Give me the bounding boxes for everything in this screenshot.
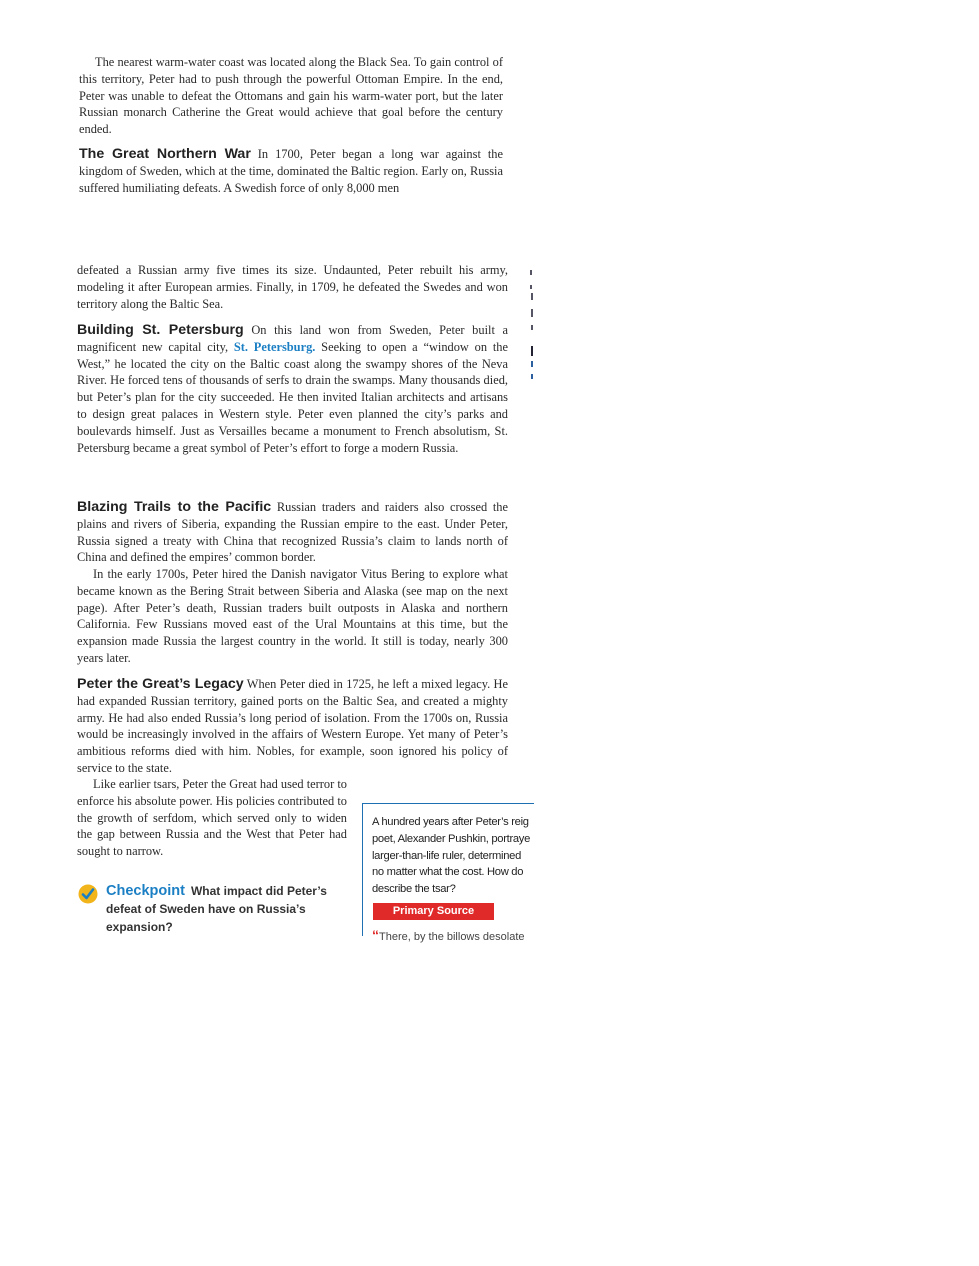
heading-great-northern-war: The Great Northern War — [79, 146, 251, 162]
paragraph-terror: Like earlier tsars, Peter the Great had used terror to enforce his absolute power. His policies contributed to the growth of serfdom, which served only to widen the gap between Russia and the West that Peter had sought to narrow. — [77, 777, 347, 859]
primary-source-label: Primary Source — [373, 903, 494, 920]
sidebar-line: no matter what the cost. How do — [372, 866, 524, 879]
st-petersburg-text-post: Seeking to open a “window on the West,” he located the city on the Baltic coast along the swampy shores of the Neva River. He forced tens of thousands of serfs to drain the swamps. Many thousands died, but Peter’s plan for the city succeeded. He then invited Italian architects and artisans to design great palaces in Western style. Peter even planned the city’s parks and boulevards himself. Just as Versailles became a monument to French absolutism, St. Petersburg became a great symbol of Peter’s effort to forge a modern Russia. — [77, 339, 508, 455]
edge-mark — [530, 270, 532, 275]
checkpoint-question-text: What impact did Peter’s defeat of Sweden have on Russia’s expansion? — [106, 884, 327, 934]
northern-war-text: In 1700, Peter began a long war against the kingdom of Sweden, which at the time, dominated the Baltic region. Early on, Russia suffered humiliating defeats. A Swedish force of only 8,000 men — [79, 147, 503, 195]
heading-building-st-petersburg: Building St. Petersburg — [77, 322, 244, 338]
paragraph-legacy — [77, 676, 508, 777]
paragraph-st-petersburg — [77, 322, 508, 456]
pushkin-quote — [372, 927, 525, 943]
edge-mark — [530, 285, 532, 289]
checkpoint-label: Checkpoint — [106, 883, 185, 899]
sidebar-line: describe the tsar? — [372, 883, 456, 896]
quote-mark-icon: “ — [372, 927, 379, 943]
sidebar-line: poet, Alexander Pushkin, portraye — [372, 832, 531, 845]
edge-mark — [531, 325, 533, 330]
sidebar-line: A hundred years after Peter’s reig — [372, 816, 529, 828]
edge-mark — [531, 309, 533, 317]
pacific-text: Russian traders and raiders also crossed the plains and rivers of Siberia, expanding the Russian empire to the east. Under Peter, Russia signed a treaty with China that recognized Russia’s claim to lands north of China and defined the empires’ common border. — [77, 500, 508, 565]
st-petersburg-text-pre: On this land won from Sweden, Peter built a magnificent new capital city, — [77, 323, 509, 354]
heading-blazing-trails: Blazing Trails to the Pacific — [77, 499, 272, 515]
key-term-st-petersburg[interactable]: St. Petersburg. — [233, 339, 316, 354]
edge-mark — [531, 361, 533, 367]
heading-peters-legacy: Peter the Great’s Legacy — [77, 676, 244, 692]
quote-text: There, by the billows desolate — [379, 931, 525, 943]
edge-mark — [531, 293, 533, 300]
checkmark-icon — [78, 884, 98, 904]
edge-mark — [531, 374, 533, 379]
paragraph-pacific — [77, 499, 508, 566]
paragraph-black-sea: The nearest warm-water coast was located along the Black Sea. To gain control of this territory, Peter had to push through the powerful Ottoman Empire. In the end, Peter was unable to defeat the Ottomans and gain his warm-water port, but the later Russian monarch Catherine the Great would achieve that goal before the century ended. — [79, 55, 503, 137]
paragraph-northern-war — [79, 146, 503, 196]
sidebar-line: larger-than-life ruler, determined — [372, 849, 521, 862]
checkpoint-question — [78, 882, 343, 936]
legacy-text: When Peter died in 1725, he left a mixed legacy. He had expanded Russian territory, gained ports on the Baltic Sea, and created a mighty army. He had also ended Russia’s long period of isolation. From the 1700s on, Russia would be increasingly involved in the affairs of Western Europe. Yet many of Peter’s ambitious reforms died with him. Nobles, for example, soon ignored his policy of service to the state. — [77, 677, 508, 775]
sidebar-intro — [372, 814, 572, 898]
paragraph-northern-war-continued: defeated a Russian army five times its size. Undaunted, Peter rebuilt his army, modeling it after European armies. Finally, in 1709, he defeated the Swedes and won territory along the Baltic Sea. — [77, 263, 508, 311]
edge-mark — [531, 346, 533, 356]
primary-source-sidebar — [362, 803, 534, 943]
paragraph-bering: In the early 1700s, Peter hired the Danish navigator Vitus Bering to explore what became known as the Bering Strait between Siberia and Alaska (see map on the next page). After Peter’s death, Russian traders built outposts in Alaska and northern California. Few Russians moved east of the Ural Mountains at this time, but the expansion made Russia the largest country in the world. It still is today, nearly 300 years later. — [77, 567, 508, 665]
